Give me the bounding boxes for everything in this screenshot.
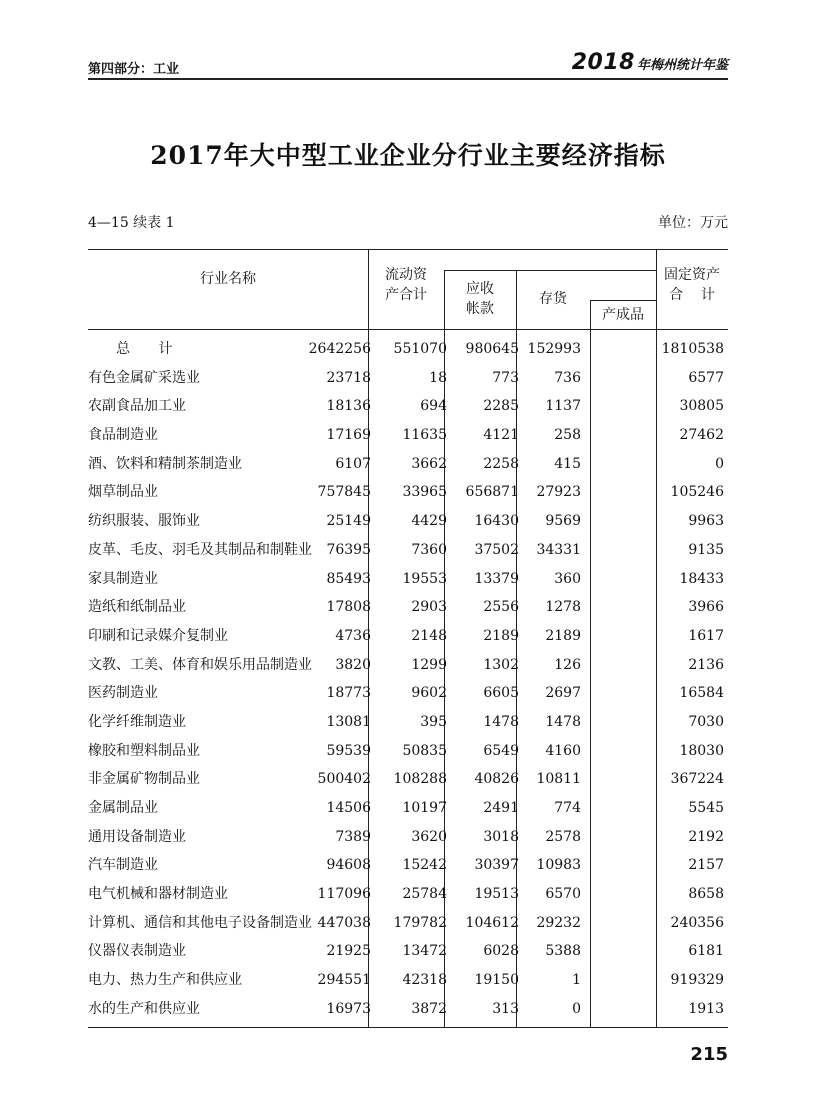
table-row <box>88 851 728 880</box>
fixed-assets-cell: 18433 <box>679 570 724 587</box>
header-industry: 行业名称 <box>200 271 256 287</box>
fixed-assets-cell: 0 <box>715 455 724 472</box>
inventory-cell: 104612 <box>465 914 519 931</box>
finished-goods-cell: 9569 <box>545 513 581 530</box>
industry-name-cell: 纺织服装、服饰业 <box>88 513 200 530</box>
industry-name-cell: 总 计 <box>116 341 185 357</box>
table-row <box>88 765 728 794</box>
current-assets-cell: 21925 <box>326 943 371 960</box>
inventory-cell: 6549 <box>483 742 519 759</box>
table-bottom-rule <box>88 1027 728 1028</box>
receivables-cell: 10197 <box>402 800 447 816</box>
receivables-cell: 13472 <box>402 943 447 960</box>
fixed-assets-cell: 2136 <box>688 656 724 673</box>
current-assets-cell: 500402 <box>317 771 371 788</box>
fixed-assets-cell: 30805 <box>679 398 724 415</box>
industry-name-cell: 汽车制造业 <box>88 857 158 874</box>
industry-name-cell: 文教、工美、体育和娱乐用品制造业 <box>88 656 312 673</box>
inventory-cell: 1478 <box>483 713 519 730</box>
receivables-cell: 551070 <box>393 341 447 357</box>
total-row <box>88 335 728 364</box>
table-row <box>88 995 728 1024</box>
fixed-assets-cell: 2157 <box>688 857 724 874</box>
fixed-assets-cell: 2192 <box>688 828 724 845</box>
header-current-assets-line1: 流动资 <box>385 267 427 283</box>
table-row <box>88 392 728 421</box>
receivables-cell: 1299 <box>411 656 447 673</box>
header-inventory: 存货 <box>539 291 567 307</box>
inventory-cell: 1302 <box>483 656 519 673</box>
current-assets-cell: 94608 <box>326 857 371 874</box>
industry-name-cell: 水的生产和供应业 <box>88 1000 200 1017</box>
industry-name-cell: 电气机械和器材制造业 <box>88 886 228 903</box>
current-assets-cell: 3820 <box>335 656 371 673</box>
current-assets-cell: 294551 <box>317 972 371 989</box>
industry-name-cell: 计算机、通信和其他电子设备制造业 <box>88 914 312 931</box>
receivables-cell: 108288 <box>393 771 447 788</box>
industry-name-cell: 通用设备制造业 <box>88 828 186 845</box>
receivables-cell: 19553 <box>402 570 447 587</box>
fixed-assets-cell: 1617 <box>688 627 724 644</box>
inventory-cell: 19150 <box>474 972 519 989</box>
receivables-cell: 694 <box>420 398 447 415</box>
table-row <box>88 794 728 823</box>
table-row <box>88 565 728 594</box>
fixed-assets-cell: 6577 <box>688 369 724 386</box>
receivables-cell: 395 <box>420 713 447 730</box>
inventory-cell: 2491 <box>483 800 519 816</box>
finished-goods-cell: 2697 <box>545 685 581 702</box>
header-fixed-assets-line2: 合 计 <box>669 287 715 303</box>
current-assets-cell: 17169 <box>326 427 371 444</box>
industry-name-cell: 化学纤维制造业 <box>88 713 186 730</box>
inventory-cell: 16430 <box>474 513 519 530</box>
current-assets-cell: 17808 <box>326 599 371 616</box>
industry-name-cell: 仪器仪表制造业 <box>88 943 186 960</box>
fixed-assets-cell: 18030 <box>679 742 724 759</box>
receivables-cell: 3662 <box>411 455 447 472</box>
fixed-assets-cell: 919329 <box>670 972 724 989</box>
industry-name-cell: 电力、热力生产和供应业 <box>88 972 242 989</box>
header-fixed-assets-line1: 固定资产 <box>664 267 720 283</box>
industry-name-cell: 皮革、毛皮、羽毛及其制品和制鞋业 <box>88 541 312 558</box>
inventory-cell: 4121 <box>483 427 519 444</box>
table-row <box>88 880 728 909</box>
table-row <box>88 536 728 565</box>
receivables-cell: 2903 <box>411 599 447 616</box>
header-finished-goods: 产成品 <box>602 307 644 323</box>
current-assets-cell: 6107 <box>335 455 371 472</box>
table-body <box>88 335 728 1024</box>
inventory-cell: 37502 <box>474 541 519 558</box>
industry-name-cell: 橡胶和塑料制品业 <box>88 742 200 759</box>
fixed-assets-cell: 27462 <box>679 427 724 444</box>
receivables-cell: 4429 <box>411 513 447 530</box>
finished-goods-cell: 27923 <box>536 484 581 501</box>
header-receivables-line1: 应收 <box>466 281 494 297</box>
current-assets-cell: 23718 <box>326 369 371 386</box>
table-row <box>88 507 728 536</box>
industry-name-cell: 农副食品加工业 <box>88 398 186 415</box>
finished-goods-cell: 0 <box>572 1000 581 1017</box>
table-top-rule <box>88 249 728 250</box>
finished-goods-cell: 1 <box>572 972 581 989</box>
current-assets-cell: 85493 <box>326 570 371 587</box>
industry-name-cell: 有色金属矿采选业 <box>88 369 200 386</box>
fixed-assets-cell: 367224 <box>670 771 724 788</box>
fixed-assets-cell: 240356 <box>670 914 724 931</box>
inventory-cell: 6605 <box>483 685 519 702</box>
table-header-rule <box>88 329 728 330</box>
finished-goods-cell: 415 <box>554 455 581 472</box>
table-row <box>88 593 728 622</box>
table-row <box>88 679 728 708</box>
current-assets-cell: 25149 <box>326 513 371 530</box>
unit-label: 单位：万元 <box>658 215 728 231</box>
finished-goods-cell: 1137 <box>545 398 581 415</box>
industry-name-cell: 家具制造业 <box>88 570 158 587</box>
table-number: 4—15 续表 1 <box>88 215 175 231</box>
table-row <box>88 966 728 995</box>
inventory-cell: 2258 <box>483 455 519 472</box>
inventory-cell: 313 <box>492 1000 519 1017</box>
receivables-cell: 7360 <box>411 541 447 558</box>
finished-goods-cell: 34331 <box>536 541 581 558</box>
industry-name-cell: 烟草制品业 <box>88 484 158 501</box>
industry-name-cell: 金属制品业 <box>88 800 158 816</box>
fixed-assets-cell: 7030 <box>688 713 724 730</box>
receivables-cell: 15242 <box>402 857 447 874</box>
inventory-cell: 6028 <box>483 943 519 960</box>
inventory-cell: 2285 <box>483 398 519 415</box>
finished-goods-cell: 736 <box>554 369 581 386</box>
current-assets-cell: 18773 <box>326 685 371 702</box>
header-rule <box>88 78 728 80</box>
receivables-cell: 3872 <box>411 1000 447 1017</box>
fixed-assets-cell: 1810538 <box>661 341 724 357</box>
inventory-cell: 773 <box>492 369 519 386</box>
fixed-assets-cell: 6181 <box>688 943 724 960</box>
finished-goods-cell: 6570 <box>545 886 581 903</box>
header-subrule <box>590 300 656 301</box>
header-subrule <box>444 270 656 271</box>
table-row <box>88 708 728 737</box>
header-current-assets-line2: 产合计 <box>385 287 427 303</box>
current-assets-cell: 16973 <box>326 1000 371 1017</box>
yearbook-header <box>572 50 728 75</box>
fixed-assets-cell: 1913 <box>688 1000 724 1017</box>
current-assets-cell: 13081 <box>326 713 371 730</box>
inventory-cell: 19513 <box>474 886 519 903</box>
receivables-cell: 25784 <box>402 886 447 903</box>
table-row <box>88 478 728 507</box>
industry-name-cell: 印刷和记录媒介复制业 <box>88 627 228 644</box>
current-assets-cell: 14506 <box>326 800 371 816</box>
finished-goods-cell: 774 <box>554 800 581 816</box>
finished-goods-cell: 360 <box>554 570 581 587</box>
finished-goods-cell: 10811 <box>536 771 581 788</box>
finished-goods-cell: 1278 <box>545 599 581 616</box>
table-row <box>88 937 728 966</box>
current-assets-cell: 447038 <box>317 914 371 931</box>
yearbook-year: 2018 <box>571 50 635 75</box>
current-assets-cell: 7389 <box>335 828 371 845</box>
current-assets-cell: 117096 <box>317 886 371 903</box>
industry-name-cell: 医药制造业 <box>88 685 158 702</box>
yearbook-name: 年梅州统计年鉴 <box>636 58 728 73</box>
receivables-cell: 3620 <box>411 828 447 845</box>
receivables-cell: 9602 <box>411 685 447 702</box>
receivables-cell: 18 <box>429 369 447 386</box>
inventory-cell: 980645 <box>465 341 519 357</box>
finished-goods-cell: 29232 <box>536 914 581 931</box>
inventory-cell: 13379 <box>474 570 519 587</box>
page-number: 215 <box>690 1044 728 1065</box>
inventory-cell: 30397 <box>474 857 519 874</box>
receivables-cell: 50835 <box>402 742 447 759</box>
fixed-assets-cell: 9135 <box>688 541 724 558</box>
inventory-cell: 2189 <box>483 627 519 644</box>
inventory-cell: 3018 <box>483 828 519 845</box>
finished-goods-cell: 1478 <box>545 713 581 730</box>
table-row <box>88 823 728 852</box>
fixed-assets-cell: 5545 <box>688 800 724 816</box>
finished-goods-cell: 4160 <box>545 742 581 759</box>
fixed-assets-cell: 8658 <box>688 886 724 903</box>
table-row <box>88 421 728 450</box>
finished-goods-cell: 10983 <box>536 857 581 874</box>
finished-goods-cell: 5388 <box>545 943 581 960</box>
inventory-cell: 2556 <box>483 599 519 616</box>
inventory-cell: 40826 <box>474 771 519 788</box>
receivables-cell: 42318 <box>402 972 447 989</box>
current-assets-cell: 757845 <box>317 484 371 501</box>
current-assets-cell: 4736 <box>335 627 371 644</box>
table-row <box>88 450 728 479</box>
industry-name-cell: 酒、饮料和精制茶制造业 <box>88 455 242 472</box>
fixed-assets-cell: 16584 <box>679 685 724 702</box>
finished-goods-cell: 2578 <box>545 828 581 845</box>
table-row <box>88 364 728 393</box>
finished-goods-cell: 2189 <box>545 627 581 644</box>
header-receivables-line2: 帐款 <box>466 301 494 317</box>
section-header: 第四部分：工业 <box>88 62 180 77</box>
table-row <box>88 622 728 651</box>
table-row <box>88 909 728 938</box>
current-assets-cell: 18136 <box>326 398 371 415</box>
receivables-cell: 11635 <box>402 427 447 444</box>
finished-goods-cell: 126 <box>554 656 581 673</box>
page-title: 2017年大中型工业企业分行业主要经济指标 <box>150 141 666 170</box>
receivables-cell: 2148 <box>411 627 447 644</box>
fixed-assets-cell: 105246 <box>670 484 724 501</box>
finished-goods-cell: 258 <box>554 427 581 444</box>
table-row <box>88 651 728 680</box>
industry-name-cell: 食品制造业 <box>88 427 158 444</box>
table-row <box>88 737 728 766</box>
receivables-cell: 179782 <box>393 914 447 931</box>
industry-name-cell: 造纸和纸制品业 <box>88 599 186 616</box>
inventory-cell: 656871 <box>465 484 519 501</box>
fixed-assets-cell: 9963 <box>688 513 724 530</box>
finished-goods-cell: 152993 <box>527 341 581 357</box>
current-assets-cell: 2642256 <box>308 341 371 357</box>
receivables-cell: 33965 <box>402 484 447 501</box>
current-assets-cell: 76395 <box>326 541 371 558</box>
industry-name-cell: 非金属矿物制品业 <box>88 771 200 788</box>
current-assets-cell: 59539 <box>326 742 371 759</box>
fixed-assets-cell: 3966 <box>688 599 724 616</box>
